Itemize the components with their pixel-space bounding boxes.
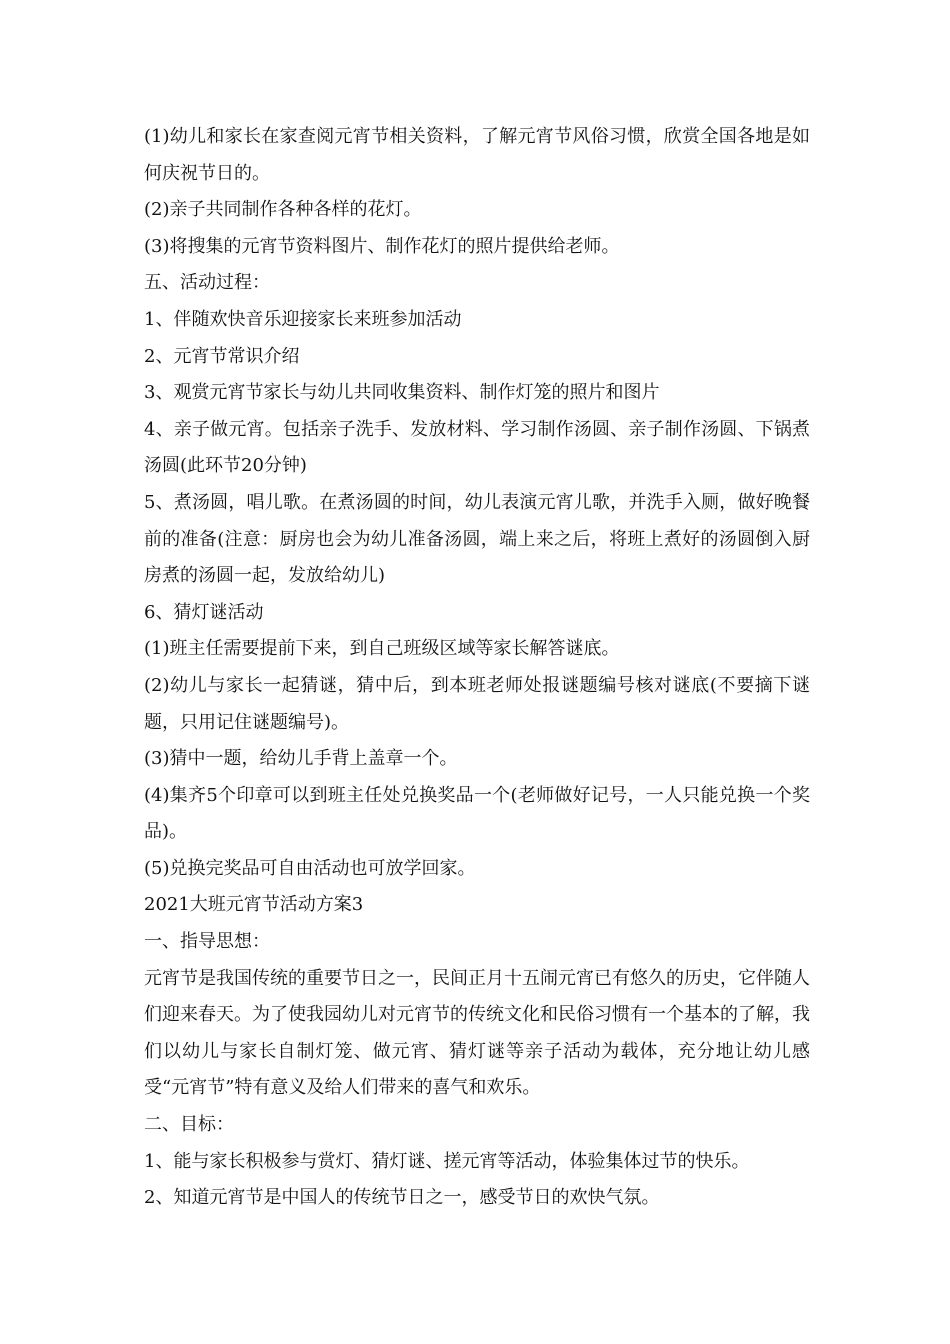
paragraph-process-4: 4、亲子做元宵。包括亲子洗手、发放材料、学习制作汤圆、亲子制作汤圆、下锅煮汤圆(此环节20分钟)	[144, 418, 810, 477]
paragraph-riddle-5: (5)兑换完奖品可自由活动也可放学回家。	[144, 857, 476, 879]
paragraph-riddle-1: (1)班主任需要提前下来，到自己班级区域等家长解答谜底。	[144, 638, 620, 660]
paragraph-riddle-3: (3)猜中一题，给幼儿手背上盖章一个。	[144, 748, 458, 770]
paragraph-process-2: 2、元宵节常识介绍	[144, 345, 300, 367]
paragraph-riddle-4: (4)集齐5个印章可以到班主任处兑换奖品一个(老师做好记号，一人只能兑换一个奖品)。	[144, 784, 810, 843]
paragraph-prep-2: (2)亲子共同制作各种各样的花灯。	[144, 199, 422, 221]
paragraph-goal-2: 2、知道元宵节是中国人的传统节日之一，感受节日的欢快气氛。	[144, 1187, 660, 1209]
paragraph-process-1: 1、伴随欢快音乐迎接家长来班参加活动	[144, 308, 462, 330]
plan-title: 2021大班元宵节活动方案3	[144, 894, 364, 916]
section-heading-goals: 二、目标：	[144, 1114, 234, 1136]
paragraph-process-5: 5、煮汤圆，唱儿歌。在煮汤圆的时间，幼儿表演元宵儿歌，并洗手入厕，做好晚餐前的准备(注意：厨房也会为幼儿准备汤圆，端上来之后，将班上煮好的汤圆倒入厨房煮的汤圆一起，发放给幼儿)	[144, 491, 810, 587]
paragraph-process-6: 6、猜灯谜活动	[144, 601, 264, 623]
paragraph-guiding-thought: 元宵节是我国传统的重要节日之一，民间正月十五闹元宵已有悠久的历史，它伴随人们迎来春天。为了使我园幼儿对元宵节的传统文化和民俗习惯有一个基本的了解，我们以幼儿与家长自制灯笼、做元宵、猜灯谜等亲子活动为载体，充分地让幼儿感受“元宵节”特有意义及给人们带来的喜气和欢乐。	[144, 967, 810, 1099]
section-heading-process: 五、活动过程：	[144, 272, 270, 294]
section-heading-guiding-thought: 一、指导思想：	[144, 931, 270, 953]
paragraph-prep-1: (1)幼儿和家长在家查阅元宵节相关资料，了解元宵节风俗习惯，欣赏全国各地是如何庆祝节日的。	[144, 126, 810, 184]
paragraph-process-3: 3、观赏元宵节家长与幼儿共同收集资料、制作灯笼的照片和图片	[144, 382, 660, 404]
paragraph-prep-3: (3)将搜集的元宵节资料图片、制作花灯的照片提供给老师。	[144, 235, 620, 257]
document-body	[144, 119, 810, 1217]
paragraph-goal-1: 1、能与家长积极参与赏灯、猜灯谜、搓元宵等活动，体验集体过节的快乐。	[144, 1150, 750, 1172]
paragraph-riddle-2: (2)幼儿与家长一起猜谜，猜中后，到本班老师处报谜题编号核对谜底(不要摘下谜题，只用记住谜题编号)。	[144, 674, 810, 733]
